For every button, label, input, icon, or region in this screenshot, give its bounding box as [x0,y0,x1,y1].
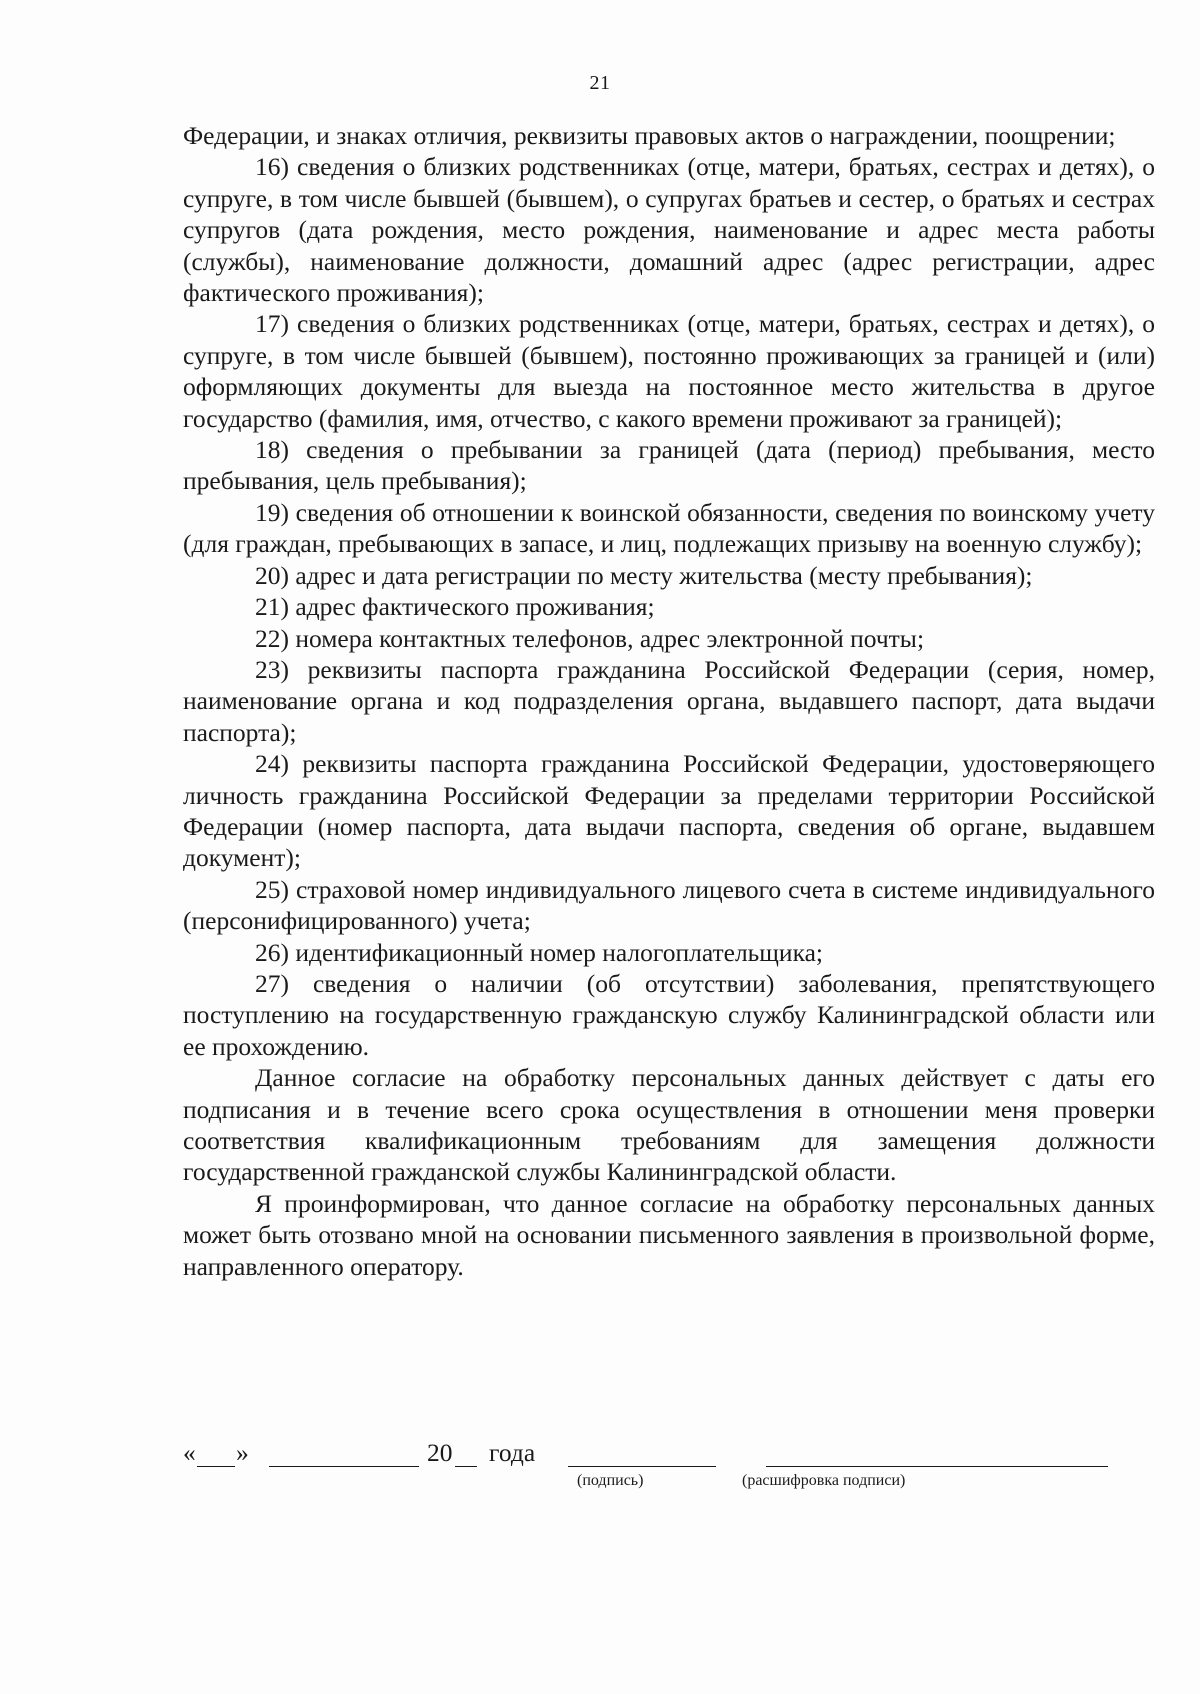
page-number: 21 [589,72,611,94]
date-month-blank[interactable] [269,1440,419,1467]
paragraph-item-21: 21) адрес фактического проживания; [255,592,655,622]
date-year-suffix: года [489,1438,536,1467]
paragraph-item-16: 16) сведения о близких родственниках (отце, матери, братьях, сестрах и детях), о супруге, в том числе бывшей (бывшем), о супругах братьев и сестер, о братьях и сестрах супругов (дата рождения, место рождения, наименование и адрес места работы (службы), наименование должности, домашний адрес (адрес регистрации, адрес фактического проживания); [183,152,1155,308]
paragraph-item-18: 18) сведения о пребывании за границей (дата (период) пребывания, место пребывания, цель пребывания); [183,435,1155,496]
paragraph-item-24: 24) реквизиты паспорта гражданина Российской Федерации, удостоверяющего личность гражданина Российской Федерации за пределами территории Российской Федерации (номер паспорта, дата выдачи паспорта, сведения об органе, выдавшем документ); [183,749,1155,873]
date-day-blank[interactable] [197,1440,235,1467]
paragraph-consent-validity: Данное согласие на обработку персональных данных действует с даты его подписания и в течение всего срока осуществления в отношении меня проверки соответствия квалификационным требованиям для замещения должности государственной гражданской службы Калининградской области. [183,1063,1155,1187]
date-close-quote: » [236,1438,249,1467]
paragraph-item-27: 27) сведения о наличии (об отсутствии) заболевания, препятствующего поступлению на государственную гражданскую службу Калининградской области или ее прохождению. [183,968,1155,1061]
signature-decoding-blank[interactable] [766,1440,1108,1467]
date-open-quote: « [183,1438,196,1467]
paragraph-item-23: 23) реквизиты паспорта гражданина Российской Федерации (серия, номер, наименование органа и код подразделения органа, выдавшего паспорт, дата выдачи паспорта); [183,654,1155,747]
date-year-blank[interactable] [455,1440,477,1467]
paragraph-item-19: 19) сведения об отношении к воинской обязанности, сведения по воинскому учету (для граждан, пребывающих в запасе, и лиц, подлежащих призыву на военную службу); [183,497,1155,559]
signature-caption: (подпись) [577,1472,644,1489]
signature-blank[interactable] [568,1440,716,1467]
signature-decoding-caption: (расшифровка подписи) [742,1472,906,1489]
paragraph-item-26: 26) идентификационный номер налогоплательщика; [255,937,823,967]
paragraph-item-20: 20) адрес и дата регистрации по месту жительства (месту пребывания); [255,560,1033,590]
paragraph-revocation-notice: Я проинформирован, что данное согласие на обработку персональных данных может быть отозвано мной на основании письменного заявления в произвольной форме, направленного оператору. [183,1188,1155,1281]
signature-date-line [183,1438,1123,1472]
document-body [183,120,1155,1282]
date-year-prefix: 20 [427,1438,453,1467]
paragraph-item-22: 22) номера контактных телефонов, адрес электронной почты; [255,623,925,653]
paragraph-item-25: 25) страховой номер индивидуального лицевого счета в системе индивидуального (персонифицированного) учета; [183,874,1155,936]
paragraph-item-17: 17) сведения о близких родственниках (отце, матери, братьях, сестрах и детях), о супруге, в том числе бывшей (бывшем), постоянно проживающих за границей и (или) оформляющих документы для выезда на постоянное место жительства в другое государство (фамилия, имя, отчество, с какого времени проживают за границей); [183,309,1155,433]
paragraph-continuation: Федерации, и знаках отличия, реквизиты правовых актов о награждении, поощрении; [183,121,1116,150]
